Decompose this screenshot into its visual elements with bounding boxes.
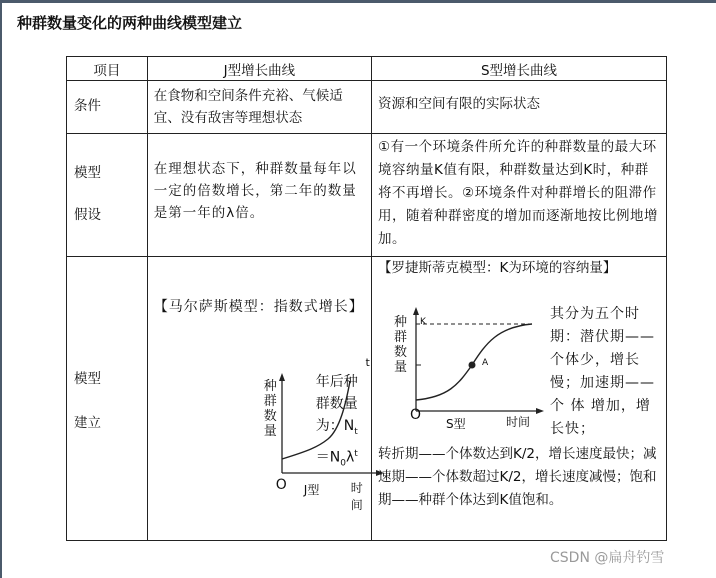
j-type-label: J型 (303, 483, 320, 497)
s-phases-side-text: 其分为五个时期：潜伏期——个体少，增长慢；加速期—— 个 体 增加，增长快； (550, 306, 656, 437)
s-model-cell (372, 257, 667, 541)
table-header-row (67, 57, 667, 81)
growth-models-table (66, 56, 667, 541)
row-label-assumptions: 模型 假设 (67, 134, 148, 257)
s-x-axis-label: 时间 (506, 415, 531, 429)
table-row-conditions (67, 81, 667, 134)
s-k-label: K (420, 317, 426, 327)
header-item: 项目 (67, 57, 148, 81)
j-model-cell (147, 257, 371, 541)
document-title: 种群数量变化的两种曲线模型建立 (17, 14, 243, 32)
s-origin-label: O (410, 407, 422, 423)
j-formula-text: t 年后种群数量为： $N_t$ $=N_0\lambda^t$ (315, 356, 370, 469)
csdn-watermark: CSDN @扁舟钓雪 (550, 550, 665, 566)
s-y-axis-label: 种群数量 (394, 315, 408, 375)
j-y-axis-label: 种群数量 (263, 379, 277, 439)
logistic-model-heading: 【罗捷斯蒂克模型：K为环境的容纳量】 (378, 260, 617, 276)
s-conditions-cell: 资源和空间有限的实际状态 (372, 81, 667, 134)
s-assumptions-cell: ①有一个环境条件所允许的种群数量的最大环境容纳量K值有限，种群数量达到K时，种群将不再增长。②环境条件对种群增长的阻滞作用，随着种群密度的增加而逐渐地按比例地增加。 (372, 134, 667, 257)
table-row-assumptions (67, 134, 667, 257)
s-point-a-label: A (482, 358, 489, 368)
s-type-label: S型 (446, 417, 466, 431)
row-label-conditions: 条件 (67, 81, 148, 134)
window-left-border (0, 0, 2, 578)
window-top-border (0, 0, 716, 3)
s-phases-bottom-text: 转折期——个体数达到K/2，增长速度最快；减速期——个体数超过K/2，增长速度减慢；饱和期——种群个体达到K值饱和。 (378, 446, 657, 508)
header-j-curve: J型增长曲线 (147, 57, 371, 81)
header-s-curve: S型增长曲线 (372, 57, 667, 81)
row-label-model-building: 模型 建立 (67, 257, 148, 541)
table-row-model-building (67, 257, 667, 541)
j-x-axis-label: 时间 (350, 481, 363, 512)
j-assumptions-cell: 在理想状态下，种群数量每年以一定的倍数增长，第二年的数量是第一年的λ倍。 (147, 134, 371, 257)
malthus-model-heading: 【马尔萨斯模型：指数式增长】 (153, 299, 364, 315)
j-conditions-cell: 在食物和空间条件充裕、气候适宜、没有敌害等理想状态 (147, 81, 371, 134)
j-origin-label: O (275, 477, 287, 493)
